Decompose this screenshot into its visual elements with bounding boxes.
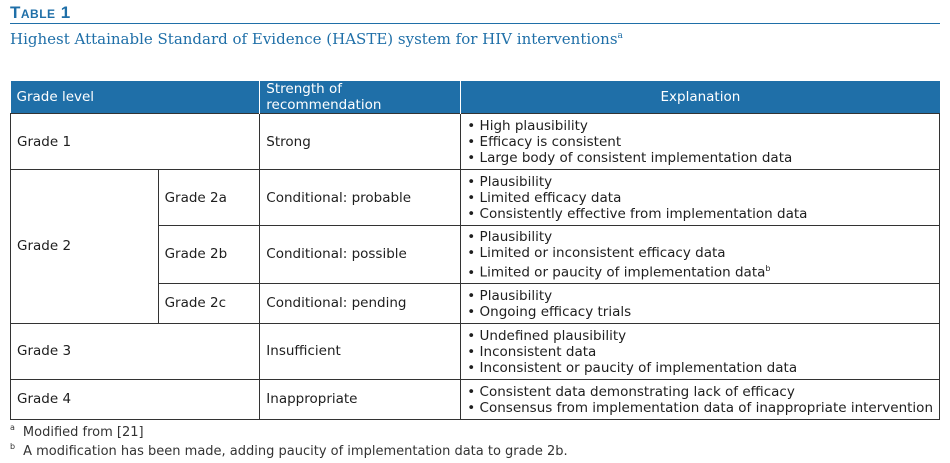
explanation-item: • Consensus from implementation data of inappropriate intervention: [467, 400, 933, 416]
subgrade-cell: Grade 2c: [158, 283, 260, 323]
table-row-grade1: [11, 114, 940, 170]
table-row-grade4: [11, 379, 940, 419]
footnote-text: A modification has been made, adding paucity of implementation data to grade 2b.: [23, 444, 568, 459]
strength-cell: Inappropriate: [260, 379, 461, 419]
footnote-text: Modified from [21]: [22, 425, 144, 440]
haste-table: [10, 81, 940, 420]
table-label-text: Table 1: [10, 3, 71, 22]
table-title: [10, 30, 623, 48]
grade-level-cell: Grade 3: [11, 323, 260, 379]
explanation-item: • Plausibility: [467, 229, 933, 245]
strength-cell: Conditional: possible: [260, 226, 461, 284]
explanation-cell: [461, 226, 940, 284]
strength-cell: Strong: [260, 114, 461, 170]
footnote-a: [10, 423, 144, 440]
table-label: [10, 3, 71, 23]
table-title-text: Highest Attainable Standard of Evidence (HASTE) system for HIV interventions: [10, 30, 618, 48]
grade-level-cell: Grade 2: [11, 170, 159, 324]
explanation-item: • Inconsistent data: [467, 344, 933, 360]
strength-cell: Conditional: pending: [260, 283, 461, 323]
explanation-cell: [461, 170, 940, 226]
subgrade-cell: Grade 2a: [158, 170, 260, 226]
header-grade-level: Grade level: [11, 81, 260, 114]
explanation-item: • Efficacy is consistent: [467, 134, 933, 150]
explanation-item: • Inconsistent or paucity of implementation data: [467, 360, 933, 376]
header-strength: Strength of recommendation: [260, 81, 461, 114]
grade-level-cell: Grade 4: [11, 379, 260, 419]
explanation-cell: [461, 114, 940, 170]
explanation-item: • Consistently effective from implementation data: [467, 206, 933, 222]
explanation-item: • Plausibility: [467, 288, 933, 304]
explanation-item: • Limited efficacy data: [467, 190, 933, 206]
subgrade-cell: Grade 2b: [158, 226, 260, 284]
explanation-item: • Large body of consistent implementation data: [467, 150, 933, 166]
explanation-cell: [461, 323, 940, 379]
footnote-mark: b: [10, 442, 16, 451]
explanation-item: • Limited or inconsistent efficacy data: [467, 245, 933, 261]
explanation-cell: [461, 283, 940, 323]
footnote-mark: b: [765, 264, 771, 273]
strength-cell: Insufficient: [260, 323, 461, 379]
header-explanation: Explanation: [461, 81, 940, 114]
title-rule: [10, 23, 940, 24]
explanation-item: • Ongoing efficacy trials: [467, 304, 933, 320]
explanation-item: • Plausibility: [467, 174, 933, 190]
strength-cell: Conditional: probable: [260, 170, 461, 226]
explanation-item: [467, 261, 933, 281]
explanation-item: • Undefined plausibility: [467, 328, 933, 344]
table-row-grade2a: [11, 170, 940, 226]
footnote-b: [10, 442, 568, 459]
header-row: [11, 81, 940, 114]
explanation-cell: [461, 379, 940, 419]
table-row-grade3: [11, 323, 940, 379]
footnote-mark: a: [10, 423, 15, 432]
explanation-item: • Consistent data demonstrating lack of efficacy: [467, 384, 933, 400]
title-footnote-mark: a: [617, 31, 623, 41]
explanation-item-text: Limited or paucity of implementation data: [479, 264, 766, 281]
explanation-item: • High plausibility: [467, 118, 933, 134]
grade-level-cell: Grade 1: [11, 114, 260, 170]
